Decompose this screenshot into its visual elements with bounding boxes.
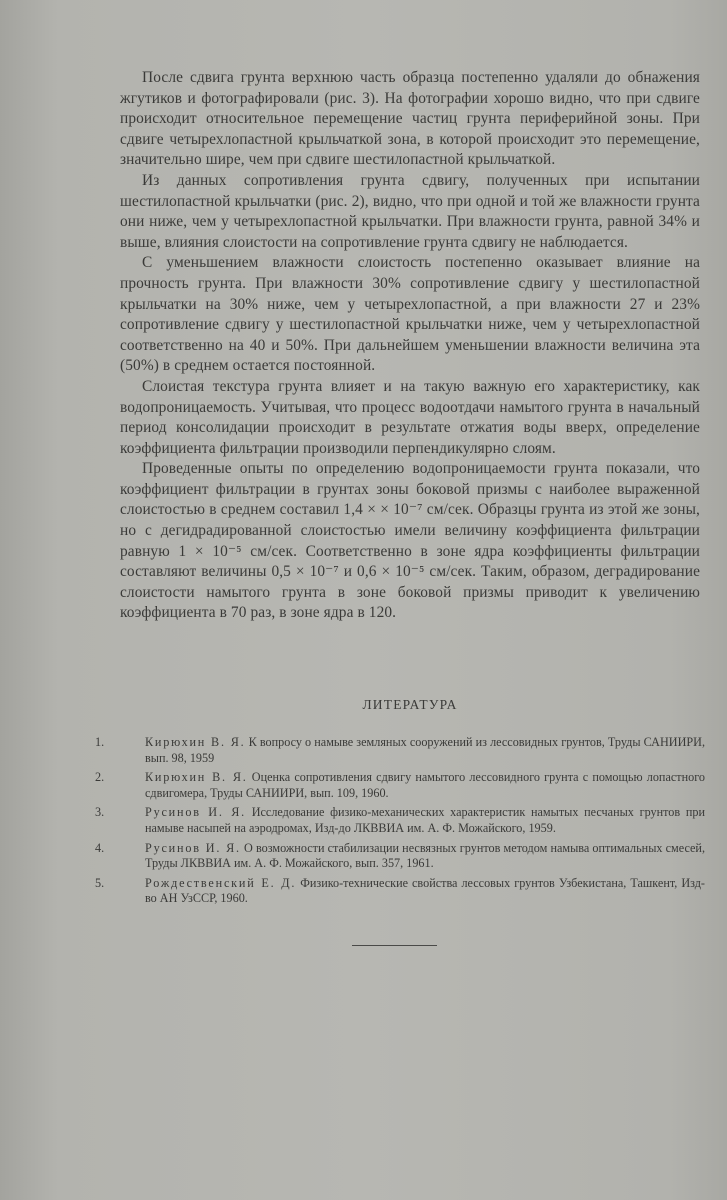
reference-author: Кирюхин В. Я. bbox=[145, 770, 248, 785]
paragraph-1: После сдвига грунта верхнюю часть образца постепенно удаляли до обнажения жгутиков и фотографировали (рис. 3). На фотографии хорошо видно, что при сдвиге происходит относительное перемещение частиц грунта периферийной зоны. При сдвиге четырехлопастной крыльчаткой зона, в которой происходит это перемещение, значительно шире, чем при сдвиге шестилопастной крыльчаткой. bbox=[120, 69, 700, 169]
reference-author: Русинов И. Я. bbox=[145, 840, 241, 855]
reference-number: 1. bbox=[95, 735, 105, 749]
reference-list bbox=[95, 735, 705, 911]
body-text bbox=[120, 68, 700, 624]
reference-text: О возможности стабилизации несвязных грунтов методом намыва оптимальных смесей, Труды ЛКВВИА им. А. Ф. Можайского, вып. 357, 1961. bbox=[145, 840, 705, 871]
paragraph-3: С уменьшением влажности слоистость постепенно оказывает влияние на прочность грунта. При влажности 30% сопротивление сдвигу у шестилопастной крыльчатки на 30% ниже, чем у четырехлопастной, а при влажности 27 и 23% сопротивление сдвигу у шестилопастной крыльчатки ниже, чем у четырехлопастной соответственно на 40 и 50%. При дальнейшем уменьшении влажности величина эта (50%) в среднем остается постоянной. bbox=[120, 254, 700, 375]
reference-text: Физико-технические свойства лессовых грунтов Узбекистана, Ташкент, Изд-во АН УзССР, 1960. bbox=[145, 875, 705, 906]
reference-author: Рождественский Е. Д. bbox=[145, 875, 297, 890]
end-rule bbox=[352, 945, 437, 946]
reference-item bbox=[95, 735, 705, 766]
reference-text: Исследование физико-механических характеристик намытых песчаных грунтов при намыве насыпей на аэродромах, Изд-до ЛКВВИА им. А. Ф. Можайского, 1959. bbox=[145, 805, 705, 835]
reference-item bbox=[95, 770, 705, 801]
reference-item bbox=[95, 876, 705, 907]
reference-number: 5. bbox=[95, 875, 105, 890]
reference-text: К вопросу о намыве земляных сооружений из лессовидных грунтов, Труды САНИИРИ, вып. 98, 1959 bbox=[145, 735, 705, 765]
reference-author: Кирюхин В. Я. bbox=[145, 735, 246, 749]
reference-item bbox=[95, 841, 705, 872]
paragraph-4: Слоистая текстура грунта влияет и на такую важную его характеристику, как водопроницаемость. Учитывая, что процесс водоотдачи намытого грунта в начальный период консолидации происходит в результате отжатия воды вверх, определение коэффициента фильтрации производили перпендикулярно слоям. bbox=[120, 377, 700, 457]
reference-author: Русинов И. Я. bbox=[145, 805, 247, 820]
reference-number: 4. bbox=[95, 840, 105, 855]
reference-number: 3. bbox=[95, 805, 105, 820]
paragraph-5: Проведенные опыты по определению водопроницаемости грунта показали, что коэффициент фильтрации в грунтах зоны боковой призмы с наиболее выраженной слоистостью в среднем составил 1,4 × × 10⁻⁷ см/сек. Образцы грунта из этой же зоны, но с дегидрадированной слоистостью имели величину коэффициента фильтрации равную 1 × 10⁻⁵ см/сек. Соответственно в зоне ядра коэффициенты фильтрации составляют величины 0,5 × 10⁻⁷ и 0,6 × 10⁻⁵ см/сек. Таким, образом, деградирование слоистости намытого грунта в зоне боковой призмы приводит к увеличению коэффициента в 70 раз, в зоне ядра в 120. bbox=[120, 460, 700, 622]
reference-item bbox=[95, 805, 705, 836]
reference-text: Оценка сопротивления сдвигу намытого лессовидного грунта с помощью лопастного сдвигомера, Труды САНИИРИ, вып. 109, 1960. bbox=[145, 770, 705, 800]
paragraph-2: Из данных сопротивления грунта сдвигу, полученных при испытании шестилопастной крыльчатки (рис. 2), видно, что при одной и той же влажности грунта они ниже, чем у четырехлопастной крыльчатки. При влажности грунта, равной 34% и выше, влияния слоистости на сопротивление грунта сдвигу не наблюдается. bbox=[120, 171, 700, 251]
literature-heading: ЛИТЕРАТУРА bbox=[362, 697, 458, 712]
reference-number: 2. bbox=[95, 770, 105, 785]
